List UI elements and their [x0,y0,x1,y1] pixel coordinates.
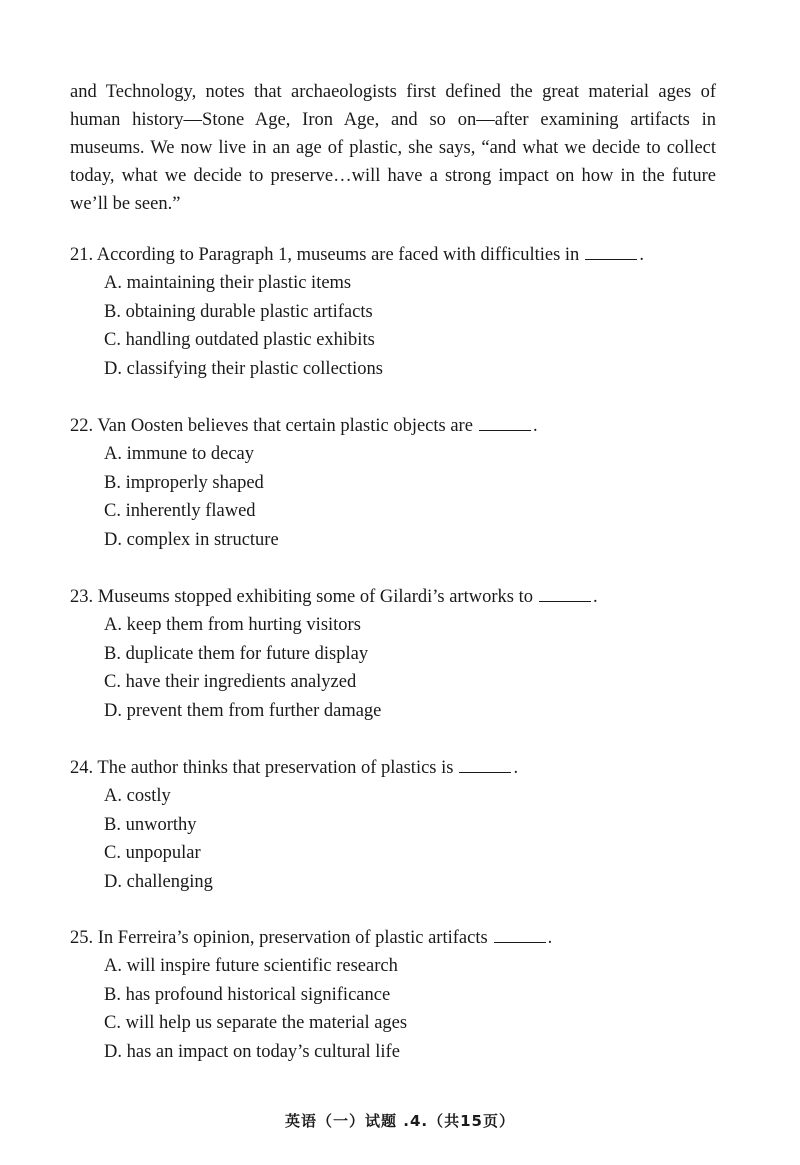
option-a: A. maintaining their plastic items [104,273,352,293]
question-stem: 25. In Ferreira’s opinion, preservation of plastic artifacts . [70,928,553,948]
question-24 [70,754,750,896]
option-d: D. prevent them from further damage [104,700,382,721]
option-a: A. immune to decay [104,444,255,464]
option-d: D. complex in structure [104,529,279,550]
option-d: D. classifying their plastic collections [104,358,383,379]
question-stem: 23. Museums stopped exhibiting some of Gilardi’s artworks to . [70,587,598,607]
question-text: Van Oosten believes that certain plastic objects are [97,416,473,436]
options-list [70,440,750,554]
answer-blank [479,414,531,431]
question-25 [70,924,750,1066]
option-b: B. obtaining durable plastic artifacts [104,301,373,322]
options-list [70,269,750,383]
answer-blank [459,756,511,773]
option-d: D. has an impact on today’s cultural life [104,1041,400,1062]
option-c: C. inherently flawed [104,501,256,521]
question-number: 22. [70,416,94,436]
option-b: B. unworthy [104,814,197,835]
question-22 [70,412,750,554]
page-footer: 英语（一）试题 .4.（共15页） [285,1112,515,1130]
option-a: A. keep them from hurting visitors [104,615,361,635]
options-list [70,952,750,1066]
option-c: C. handling outdated plastic exhibits [104,330,375,350]
answer-blank [539,585,591,602]
option-b: B. has profound historical significance [104,984,391,1005]
question-number: 25. [70,928,94,948]
question-text: In Ferreira’s opinion, preservation of plastic artifacts [97,928,488,948]
option-b: B. improperly shaped [104,472,264,493]
question-stem: 24. The author thinks that preservation of plastics is . [70,758,519,778]
question-text: According to Paragraph 1, museums are faced with difficulties in [96,245,580,265]
passage-paragraph: and Technology, notes that archaeologists first defined the great material ages of human history—Stone Age, Iron Age, and so on—after examining artifacts in museums. We now live in an age of plastic, she says, “and what we decide to collect today, what we decide to preserve…will have a strong impact on how in the future we’ll be seen.” [70,82,716,214]
option-c: C. will help us separate the material ages [104,1013,408,1033]
question-number: 21. [70,245,94,265]
question-23 [70,583,750,725]
question-stem: 21. According to Paragraph 1, museums are faced with difficulties in . [70,245,644,265]
question-stem: 22. Van Oosten believes that certain plastic objects are . [70,416,538,436]
options-list [70,782,750,896]
option-c: C. have their ingredients analyzed [104,672,357,692]
options-list [70,611,750,725]
question-number: 24. [70,758,94,778]
option-b: B. duplicate them for future display [104,643,369,664]
answer-blank [494,926,546,943]
answer-blank [585,243,637,260]
question-21 [70,241,750,383]
option-d: D. challenging [104,871,213,892]
question-number: 23. [70,587,94,607]
question-text: The author thinks that preservation of plastics is [97,758,454,778]
question-text: Museums stopped exhibiting some of Gilardi’s artworks to [97,587,533,607]
option-a: A. costly [104,786,171,806]
option-c: C. unpopular [104,843,201,863]
option-a: A. will inspire future scientific research [104,956,398,976]
